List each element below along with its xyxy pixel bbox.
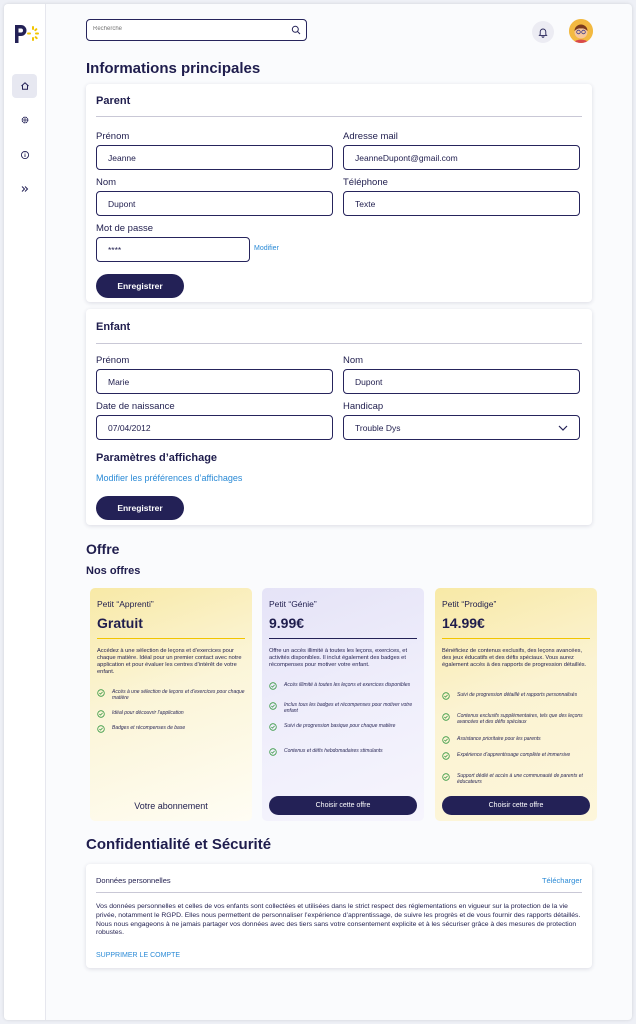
handicap-selected-value: Trouble Dys	[355, 422, 401, 433]
delete-account-link[interactable]: SUPPRIMER LE COMPTE	[96, 952, 181, 959]
offers-subtitle: Nos offres	[86, 565, 141, 577]
offer-card-genie	[262, 588, 424, 821]
offer-name: Petit “Prodige”	[442, 599, 497, 609]
check-icon	[442, 773, 450, 781]
offer-feature: Assistance prioritaire pour les parents	[442, 736, 592, 742]
child-first-name-label: Prénom	[96, 355, 130, 366]
check-icon	[442, 713, 450, 721]
birthdate-field[interactable]: 07/04/2012	[96, 415, 333, 440]
divider	[96, 892, 582, 893]
offers-title: Offre	[86, 541, 120, 557]
parent-phone-label: Téléphone	[343, 177, 388, 188]
check-icon	[269, 702, 277, 710]
expand-sidebar-icon[interactable]	[12, 177, 37, 201]
check-icon	[442, 752, 450, 760]
parent-save-button[interactable]: Enregistrer	[96, 274, 184, 298]
offer-feature: Accès illimité à toutes les leçons et exercices disponibles	[269, 682, 419, 688]
personal-data-label: Données personnelles	[96, 876, 171, 885]
password-label: Mot de passe	[96, 223, 154, 234]
privacy-card	[86, 864, 592, 968]
parent-card	[86, 84, 592, 302]
bell-icon	[538, 27, 548, 38]
offer-price: 9.99€	[269, 615, 305, 631]
parent-phone-field[interactable]: Texte	[343, 191, 580, 216]
info-icon[interactable]	[12, 143, 37, 167]
sidebar	[4, 4, 46, 1020]
offer-card-apprenti	[90, 588, 252, 821]
check-icon	[269, 682, 277, 690]
page-title: Informations principales	[86, 60, 261, 77]
display-settings-title: Paramètres d’affichage	[96, 452, 218, 464]
privacy-title: Confidentialité et Sécurité	[86, 836, 272, 853]
check-icon	[442, 736, 450, 744]
handicap-select[interactable]	[343, 415, 580, 440]
parent-first-name-field[interactable]: Jeanne	[96, 145, 333, 170]
modify-password-link[interactable]: Modifier	[254, 245, 279, 252]
offer-name: Petit “Apprenti”	[97, 599, 154, 609]
offer-price: 14.99€	[442, 615, 485, 631]
divider	[442, 638, 590, 639]
divider	[97, 638, 245, 639]
offer-card-prodige	[435, 588, 597, 821]
offer-feature: Contenus et défis hebdomadaires stimulants	[269, 748, 419, 754]
offer-price: Gratuit	[97, 615, 143, 631]
search-icon[interactable]	[291, 25, 301, 35]
settings-icon[interactable]	[12, 108, 37, 132]
divider	[96, 116, 582, 117]
parent-last-name-field[interactable]: Dupont	[96, 191, 333, 216]
check-icon	[97, 710, 105, 718]
child-last-name-label: Nom	[343, 355, 364, 366]
offer-feature: Accès à une sélection de leçons et d’exercices pour chaque matière	[97, 689, 247, 702]
child-save-button[interactable]: Enregistrer	[96, 496, 184, 520]
privacy-text: Vos données personnelles et celles de vos enfants sont collectées et utilisées dans le strict respect des réglementations en vigueur sur la protection de la vie privée, notamment le RGPD. Elles nous permettent de personnaliser l’expérience d’apprentissage, de suivre les progrès et de vous fournir des rapports détaillés. Nous nous engageons à ne jamais partager vos données avec des tiers sans votre consentement explicite et à les sécuriser grâce à des mesures de protection robustes.	[96, 903, 581, 937]
search-bar[interactable]	[86, 19, 307, 41]
parent-card-title: Parent	[96, 95, 131, 107]
divider	[269, 638, 417, 639]
handicap-label: Handicap	[343, 401, 384, 412]
parent-last-name-label: Nom	[96, 177, 117, 188]
check-icon	[269, 723, 277, 731]
divider	[96, 343, 582, 344]
avatar[interactable]	[569, 19, 593, 43]
offer-feature: Badges et récompenses de base	[97, 725, 247, 731]
display-preferences-link[interactable]: Modifier les préférences d’affichages	[96, 473, 243, 483]
offer-name: Petit “Génie”	[269, 599, 317, 609]
child-card	[86, 309, 592, 525]
child-last-name-field[interactable]: Dupont	[343, 369, 580, 394]
app-window	[4, 4, 632, 1020]
parent-email-field[interactable]: JeanneDupont@gmail.com	[343, 145, 580, 170]
home-icon[interactable]	[12, 74, 37, 98]
offer-feature: Contenus exclusifs supplémentaires, tels que des leçons avancées et des défis spéciaux	[442, 713, 592, 726]
notification-button[interactable]	[532, 21, 554, 43]
chevron-down-icon	[558, 424, 568, 432]
offer-description: Bénéficiez de contenus exclusifs, des leçons avancées, des jeux éducatifs et des défis spéciaux. Vous aurez également accès à des rapports de progression détaillés.	[442, 648, 587, 669]
check-icon	[269, 748, 277, 756]
offer-description: Accédez à une sélection de leçons et d’exercices pour chaque matière. Idéal pour un premier contact avec notre application et pour évaluer les centres d’intérêt de votre enfant.	[97, 648, 242, 676]
download-link[interactable]: Télécharger	[541, 876, 582, 885]
search-input[interactable]	[93, 26, 283, 32]
offer-feature: Inclus tous les badges et récompenses pour motiver votre enfant	[269, 702, 419, 715]
parent-email-label: Adresse mail	[343, 131, 398, 142]
check-icon	[442, 692, 450, 700]
offer-feature: Idéal pour découvrir l’application	[97, 710, 247, 716]
offer-description: Offre un accès illimité à toutes les leçons, exercices, et activités disponibles. Il inclut également des badges et récompenses pour motiver votre enfant.	[269, 648, 408, 669]
offer-feature: Suivi de progression basique pour chaque matière	[269, 723, 419, 729]
check-icon	[97, 725, 105, 733]
choose-offer-button[interactable]: Choisir cette offre	[442, 796, 590, 815]
child-card-title: Enfant	[96, 321, 131, 333]
app-logo[interactable]	[12, 22, 42, 46]
current-subscription-label: Votre abonnement	[134, 801, 208, 811]
main-content	[46, 4, 632, 1020]
password-field[interactable]: ****	[96, 237, 250, 262]
check-icon	[97, 689, 105, 697]
child-first-name-field[interactable]: Marie	[96, 369, 333, 394]
offer-feature: Suivi de progression détaillé et rapports personnalisés	[442, 692, 592, 698]
birthdate-label: Date de naissance	[96, 401, 175, 412]
choose-offer-button[interactable]: Choisir cette offre	[269, 796, 417, 815]
offer-feature: Support dédié et accès à une communauté de parents et éducateurs	[442, 773, 592, 786]
parent-first-name-label: Prénom	[96, 131, 130, 142]
offer-feature: Expérience d’apprentissage complète et immersive	[442, 752, 592, 758]
